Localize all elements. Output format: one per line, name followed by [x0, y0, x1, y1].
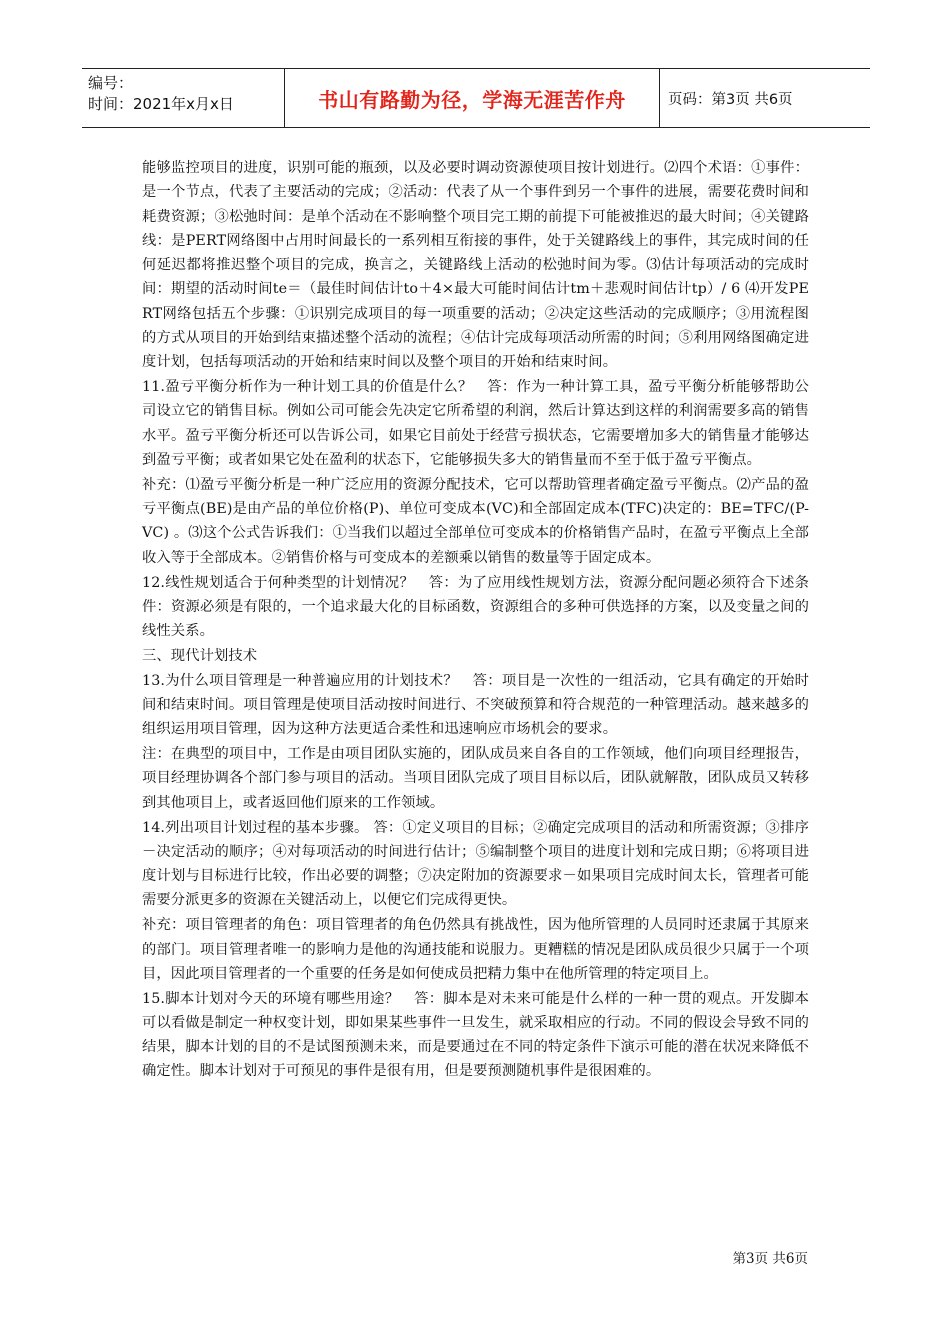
page-footer — [733, 1247, 808, 1267]
section-heading: 三、现代计划技术 — [142, 647, 258, 664]
document-number-label: 编号： — [88, 74, 134, 92]
paragraph-q13: 13.为什么项目管理是一种普遍应用的计划技术？ 答：项目是一次性的一组活动，它具有确定的开始时间和结束时间。项目管理是使项目活动按时间进行、不突破预算和符合规范的一种管理活动。越来越多的组织运用项目管理，因为这种方法更适合柔性和迅速响应市场机会的要求。 — [142, 672, 809, 738]
paragraph-q11: 11.盈亏平衡分析作为一种计划工具的价值是什么？ 答：作为一种计算工具，盈亏平衡分析能够帮助公司设立它的销售目标。例如公司可能会先决定它所希望的利润，然后计算达到这样的利润需要多高的销售水平。盈亏平衡分析还可以告诉公司，如果它目前处于经营亏损状态，它需要增加多大的销售量才能够达到盈亏平衡；或者如果它处在盈利的状态下，它能够损失多大的销售量而不至于低于盈亏平衡点。 — [142, 379, 809, 469]
paragraph-q12: 12.线性规划适合于何种类型的计划情况？ 答：为了应用线性规划方法，资源分配问题必须符合下述条件：资源必须是有限的，一个追求最大化的目标函数，资源组合的多种可供选择的方案，以及变量之间的线性关系。 — [142, 574, 809, 640]
paragraph-q14: 14.列出项目计划过程的基本步骤。 答：①定义项目的目标；②确定完成项目的活动和所需资源；③排序－决定活动的顺序；④对每项活动的时间进行估计；⑤编制整个项目的进度计划和完成日期；⑥将项目进度计划与目标进行比较，作出必要的调整；⑦决定附加的资源要求－如果项目完成时间太长，管理者可能需要分派更多的资源在关键活动上，以便它们完成得更快。 — [142, 819, 809, 909]
paragraph-q14-supplement: 补充：项目管理者的角色：项目管理者的角色仍然具有挑战性，因为他所管理的人员同时还隶属于其原来的部门。项目管理者唯一的影响力是他的沟通技能和说服力。更糟糕的情况是团队成员很少只属于一个项目，因此项目管理者的一个重要的任务是如何使成员把精力集中在他所管理的特定项目上。 — [142, 917, 809, 982]
document-body — [142, 156, 809, 1084]
paragraph-pert: 能够监控项目的进度，识别可能的瓶颈，以及必要时调动资源使项目按计划进行。⑵四个术语：①事件：是一个节点，代表了主要活动的完成；②活动：代表了从一个事件到另一个事件的进展，需要花费时间和耗费资源；③松弛时间：是单个活动在不影响整个项目完工期的前提下可能被推迟的最大时间；④关键路线：是PERT网络图中占用时间最长的一系列相互衔接的事件，处于关键路线上的事件，其完成时间的任何延迟都将推迟整个项目的完成，换言之，关键路线上活动的松弛时间为零。⑶估计每项活动的完成时间：期望的活动时间te＝（最佳时间估计to＋4×最大可能时间估计tm＋悲观时间估计tp）/ 6 ⑷开发PERT网络包括五个步骤：①识别完成项目的每一项重要的活动；②决定这些活动的完成顺序；③用流程图的方式从项目的开始到结束描述整个活动的流程；④估计完成每项活动所需的时间；⑤利用网络图确定进度计划，包括每项活动的开始和结束时间以及整个项目的开始和结束时间。 — [142, 160, 809, 371]
paragraph-q13-note: 注：在典型的项目中，工作是由项目团队实施的，团队成员来自各自的工作领域，他们向项目经理报告，项目经理协调各个部门参与项目的活动。当项目团队完成了项目目标以后，团队就解散，团队成员又转移到其他项目上，或者返回他们原来的工作领域。 — [142, 746, 809, 811]
paragraph-q11-supplement: 补充：⑴盈亏平衡分析是一种广泛应用的资源分配技术，它可以帮助管理者确定盈亏平衡点。⑵产品的盈亏平衡点(BE)是由产品的单位价格(P)、单位可变成本(VC)和全部固定成本(TFC)决定的：BE=TFC/(P-VC) 。⑶这个公式告诉我们：①当我们以超过全部单位可变成本的价格销售产品时，在盈亏平衡点上全部收入等于全部成本。②销售价格与可变成本的差额乘以销售的数量等于固定成本。 — [142, 476, 809, 566]
paragraph-q15: 15.脚本计划对今天的环境有哪些用途？ 答：脚本是对未来可能是什么样的一种一贯的观点。开发脚本可以看做是制定一种权变计划，即如果某些事件一旦发生，就采取相应的行动。不同的假设会导致不同的结果，脚本计划的目的不是试图预测未来，而是要通过在不同的特定条件下演示可能的潜在状况来降低不确定性。脚本计划对于可预见的事件是很有用，但是要预测随机事件是很困难的。 — [142, 990, 809, 1080]
header-motto-cell — [284, 69, 660, 127]
header-left-cell — [82, 69, 284, 127]
document-date-label: 时间：2021年x月x日 — [88, 95, 234, 113]
header-page-cell — [660, 69, 870, 127]
header-page-label: 页码：第3页 共6页 — [668, 91, 793, 108]
page-header — [82, 68, 870, 128]
header-motto: 书山有路勤为径，学海无涯苦作舟 — [318, 87, 626, 112]
footer-page-number: 第3页 共6页 — [732, 1251, 808, 1267]
